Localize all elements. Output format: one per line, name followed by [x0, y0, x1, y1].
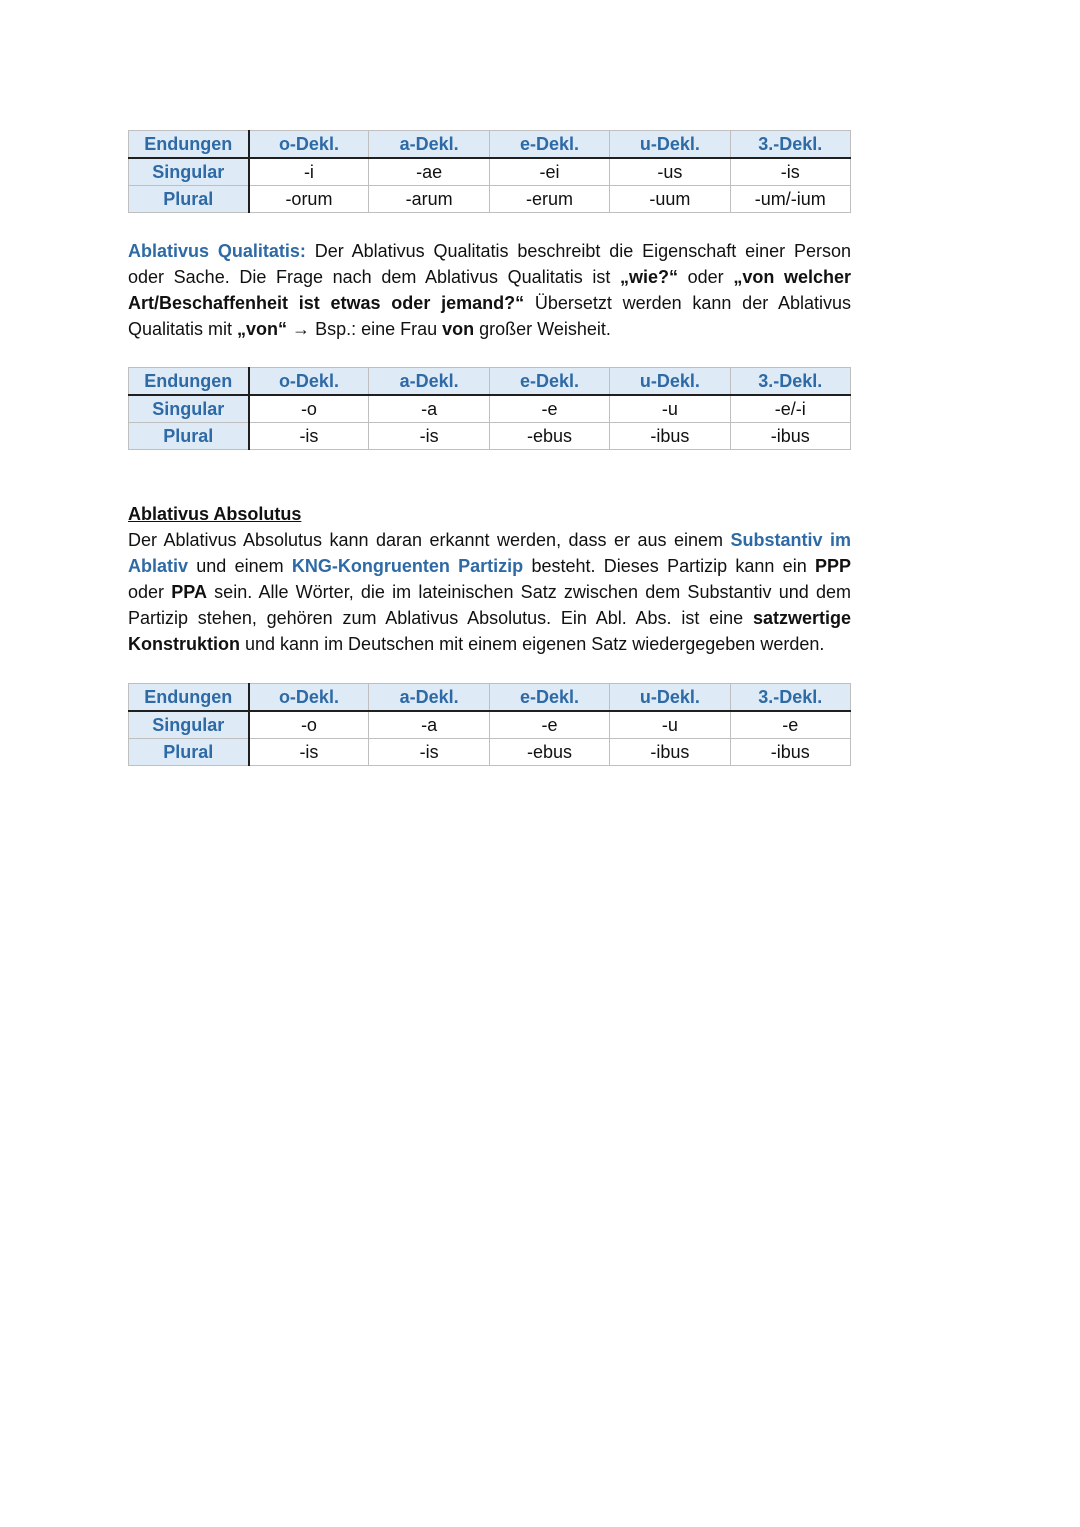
row-label: Singular	[129, 711, 249, 739]
row-label: Singular	[129, 158, 249, 186]
table-header-row	[129, 131, 851, 159]
header-cell: e-Dekl.	[489, 684, 609, 712]
header-cell: u-Dekl.	[610, 368, 730, 396]
question-von-welcher-art: „von welcher Art/Beschaffenheit ist etwas oder jemand?“	[128, 267, 851, 313]
endings-table-3	[128, 683, 851, 766]
table-cell: -uum	[610, 186, 730, 213]
table-cell: -u	[610, 395, 730, 423]
table-cell: -arum	[369, 186, 489, 213]
row-label: Plural	[129, 739, 249, 766]
table-row	[129, 423, 851, 450]
table-cell: -ibus	[610, 739, 730, 766]
header-cell: a-Dekl.	[369, 131, 489, 159]
table-cell: -us	[610, 158, 730, 186]
table-header-row	[129, 368, 851, 396]
table-cell: -a	[369, 711, 489, 739]
table-cell: -um/-ium	[730, 186, 850, 213]
table-cell: -ae	[369, 158, 489, 186]
highlight-partizip: KNG-Kongruenten Partizip	[291, 556, 524, 576]
table-cell: -o	[249, 395, 369, 423]
table-cell: -ebus	[489, 739, 609, 766]
table-cell: -i	[249, 158, 369, 186]
table-cell: -is	[249, 423, 369, 450]
table-cell: -a	[369, 395, 489, 423]
header-cell: o-Dekl.	[249, 368, 369, 396]
absolutus-text: und einem	[188, 556, 292, 576]
table-cell: -ei	[489, 158, 609, 186]
row-label: Plural	[129, 186, 249, 213]
table-cell: -e/-i	[730, 395, 850, 423]
header-cell: a-Dekl.	[369, 368, 489, 396]
absolutus-text: Der Ablativus Absolutus kann daran erkannt werden, dass er aus einem	[128, 530, 731, 550]
von-quote: „von“	[237, 319, 288, 339]
table-cell: -ibus	[610, 423, 730, 450]
qualitatis-term: Ablativus Qualitatis:	[128, 241, 306, 261]
header-cell: 3.-Dekl.	[730, 368, 850, 396]
absolutus-text: besteht. Dieses Partizip kann ein	[523, 556, 815, 576]
absolutus-text: sein. Alle Wörter, die im lateinischen Satz zwischen dem Substantiv und dem Partizip stehen, gehören zum Ablativus Absolutus. Ein Abl. Abs. ist eine	[128, 582, 851, 628]
table-cell: -erum	[489, 186, 609, 213]
header-cell: Endungen	[129, 131, 249, 159]
arrow-icon: →	[287, 319, 316, 339]
term-ppp: PPP	[814, 556, 852, 576]
row-label: Plural	[129, 423, 249, 450]
table-cell: -e	[489, 711, 609, 739]
qualitatis-text: Der Ablativus Qualitatis beschreibt die Eigenschaft einer Person oder Sache. Die Frage nach dem Ablativus Qualitatis ist	[128, 241, 851, 287]
table-row	[129, 739, 851, 766]
qualitatis-text: Bsp.: eine Frau	[315, 319, 443, 339]
von-bold: von	[442, 319, 475, 339]
header-cell: u-Dekl.	[610, 684, 730, 712]
table-cell: -is	[730, 158, 850, 186]
header-cell: o-Dekl.	[249, 131, 369, 159]
question-wie: „wie?“	[619, 267, 678, 287]
table-cell: -ebus	[489, 423, 609, 450]
header-cell: u-Dekl.	[610, 131, 730, 159]
table-cell: -orum	[249, 186, 369, 213]
header-cell: Endungen	[129, 684, 249, 712]
term-ppa: PPA	[171, 582, 207, 602]
table-cell: -u	[610, 711, 730, 739]
qualitatis-text: Übersetzt werden kann der Ablativus Qualitatis mit	[128, 293, 851, 339]
header-cell: 3.-Dekl.	[730, 131, 850, 159]
table-cell: -o	[249, 711, 369, 739]
header-cell: Endungen	[129, 368, 249, 396]
endings-table-2	[128, 367, 851, 450]
table-cell: -e	[489, 395, 609, 423]
qualitatis-text: oder	[678, 267, 734, 287]
absolutus-text: oder	[128, 582, 172, 602]
table-row	[129, 186, 851, 213]
table-header-row	[129, 684, 851, 712]
header-cell: e-Dekl.	[489, 368, 609, 396]
row-label: Singular	[129, 395, 249, 423]
table-cell: -is	[369, 739, 489, 766]
table-cell: -is	[249, 739, 369, 766]
table-cell: -is	[369, 423, 489, 450]
table-cell: -ibus	[730, 423, 850, 450]
absolutus-heading: Ablativus Absolutus	[128, 504, 302, 524]
endings-table-1	[128, 130, 851, 213]
header-cell: o-Dekl.	[249, 684, 369, 712]
header-cell: e-Dekl.	[489, 131, 609, 159]
term-satzwertig: satzwertige Konstruktion	[128, 608, 851, 654]
absolutus-paragraph	[128, 527, 851, 657]
absolutus-text: und kann im Deutschen mit einem eigenen Satz wiedergegeben werden.	[240, 634, 825, 654]
header-cell: a-Dekl.	[369, 684, 489, 712]
table-cell: -e	[730, 711, 850, 739]
highlight-substantiv: Substantiv im Ablativ	[128, 530, 851, 576]
table-row	[129, 158, 851, 186]
table-row	[129, 395, 851, 423]
table-row	[129, 711, 851, 739]
table-cell: -ibus	[730, 739, 850, 766]
qualitatis-text: großer Weisheit.	[474, 319, 611, 339]
qualitatis-paragraph	[128, 238, 851, 342]
header-cell: 3.-Dekl.	[730, 684, 850, 712]
